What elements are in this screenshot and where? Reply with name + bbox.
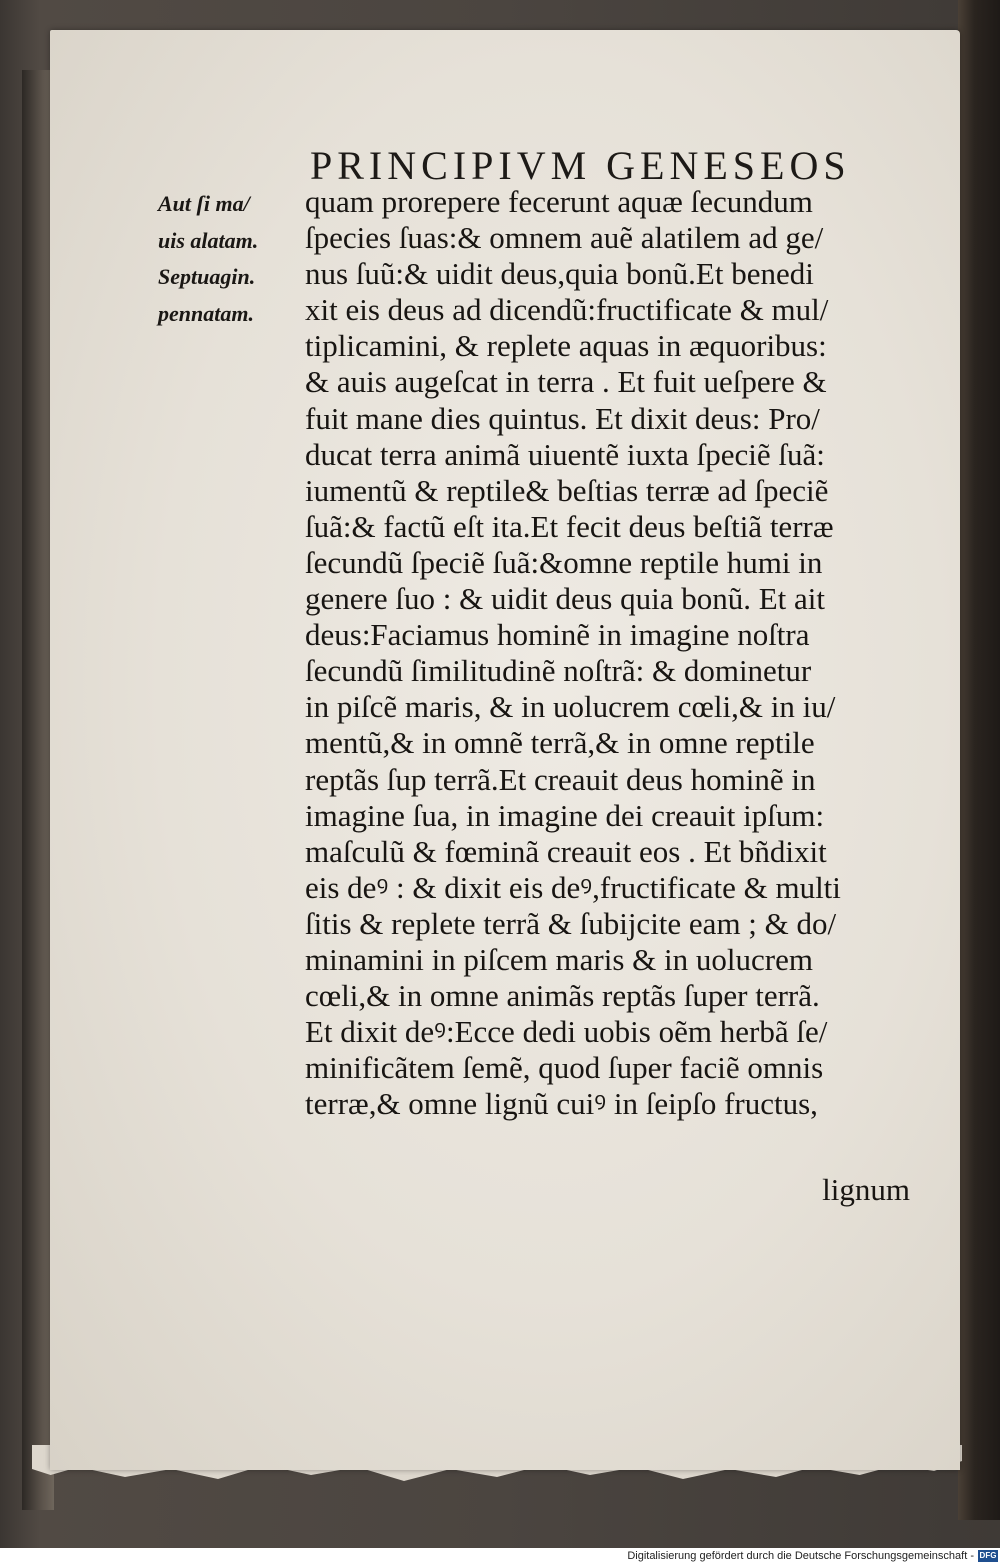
text-line: minamini in piſcem maris & in uolucrem — [305, 941, 813, 977]
marginal-note-line: pennatam. — [158, 300, 254, 326]
book-edge-right — [958, 0, 1000, 1520]
text-line: fuit mane dies quintus. Et dixit deus: Pro/ — [305, 400, 820, 436]
marginal-note-line: Septuagin. — [158, 264, 256, 289]
text-line: ſuã:& factũ eſt ita.Et fecit deus beſtiã terræ — [305, 508, 834, 544]
main-text-block — [305, 184, 915, 1122]
text-line: xit eis deus ad dicendũ:fructificate & mul/ — [305, 292, 829, 328]
text-line: in piſcẽ maris, & in uolucrem cœli,& in iu/ — [305, 689, 836, 725]
text-line: imagine ſua, in imagine dei creauit ipſum: — [305, 797, 825, 833]
text-line: ſitis & replete terrã & ſubijcite eam ; & do/ — [305, 905, 837, 941]
running-head: PRINCIPIVM GENESEOS — [310, 143, 851, 188]
text-line: ſpecies ſuas:& omnem auẽ alatilem ad ge/ — [305, 220, 824, 256]
text-line: reptãs ſup terrã.Et creauit deus hominẽ in — [305, 761, 816, 797]
text-line: terræ,& omne lignũ cuiꝰ in ſeipſo fructus, — [305, 1086, 818, 1122]
text-line: quam prorepere fecerunt aquæ ſecundum — [305, 184, 813, 219]
text-line: deus:Faciamus hominẽ in imagine noſtra — [305, 617, 810, 653]
text-line: tiplicamini, & replete aquas in æquoribus: — [305, 328, 827, 364]
text-line: cœli,& in omne animãs reptãs ſuper terrã. — [305, 978, 820, 1014]
text-line: ſecundũ ſpeciẽ ſuã:&omne reptile humi in — [305, 544, 823, 580]
text-line: & auis augeſcat in terra . Et fuit ueſpere & — [305, 364, 827, 400]
marginal-notes — [158, 186, 308, 332]
text-line: genere ſuo : & uidit deus quia bonũ. Et ait — [305, 581, 826, 617]
marginal-note-line: uis alatam. — [158, 227, 259, 253]
text-line: maſculũ & fœminã creauit eos . Et bñdixit — [305, 833, 827, 869]
text-line: ſecundũ ſimilitudinẽ noſtrã: & dominetur — [305, 653, 812, 689]
text-line: iumentũ & reptile& beſtias terræ ad ſpeciẽ — [305, 472, 829, 508]
text-line: Et dixit deꝰ:Ecce dedi uobis oẽm herbã ſe/ — [305, 1014, 828, 1050]
text-line: eis deꝰ : & dixit eis deꝰ,fructificate & multi — [305, 869, 841, 905]
catchword: lignum — [822, 1172, 910, 1207]
text-line: ducat terra animã uiuentẽ iuxta ſpeciẽ ſuã: — [305, 436, 825, 472]
digitization-credit: Digitalisierung gefördert durch die Deutsche Forschungsgemeinschaft - — [627, 1550, 974, 1562]
dfg-logo: DFG — [979, 1551, 997, 1560]
text-line: mentũ,& in omnẽ terrã,& in omne reptile — [305, 725, 815, 761]
text-line: nus ſuũ:& uidit deus,quia bonũ.Et benedi — [305, 256, 814, 292]
text-line: minificãtem ſemẽ, quod ſuper faciẽ omnis — [305, 1050, 824, 1086]
marginal-note-line: Aut ſi ma/ — [158, 191, 250, 216]
